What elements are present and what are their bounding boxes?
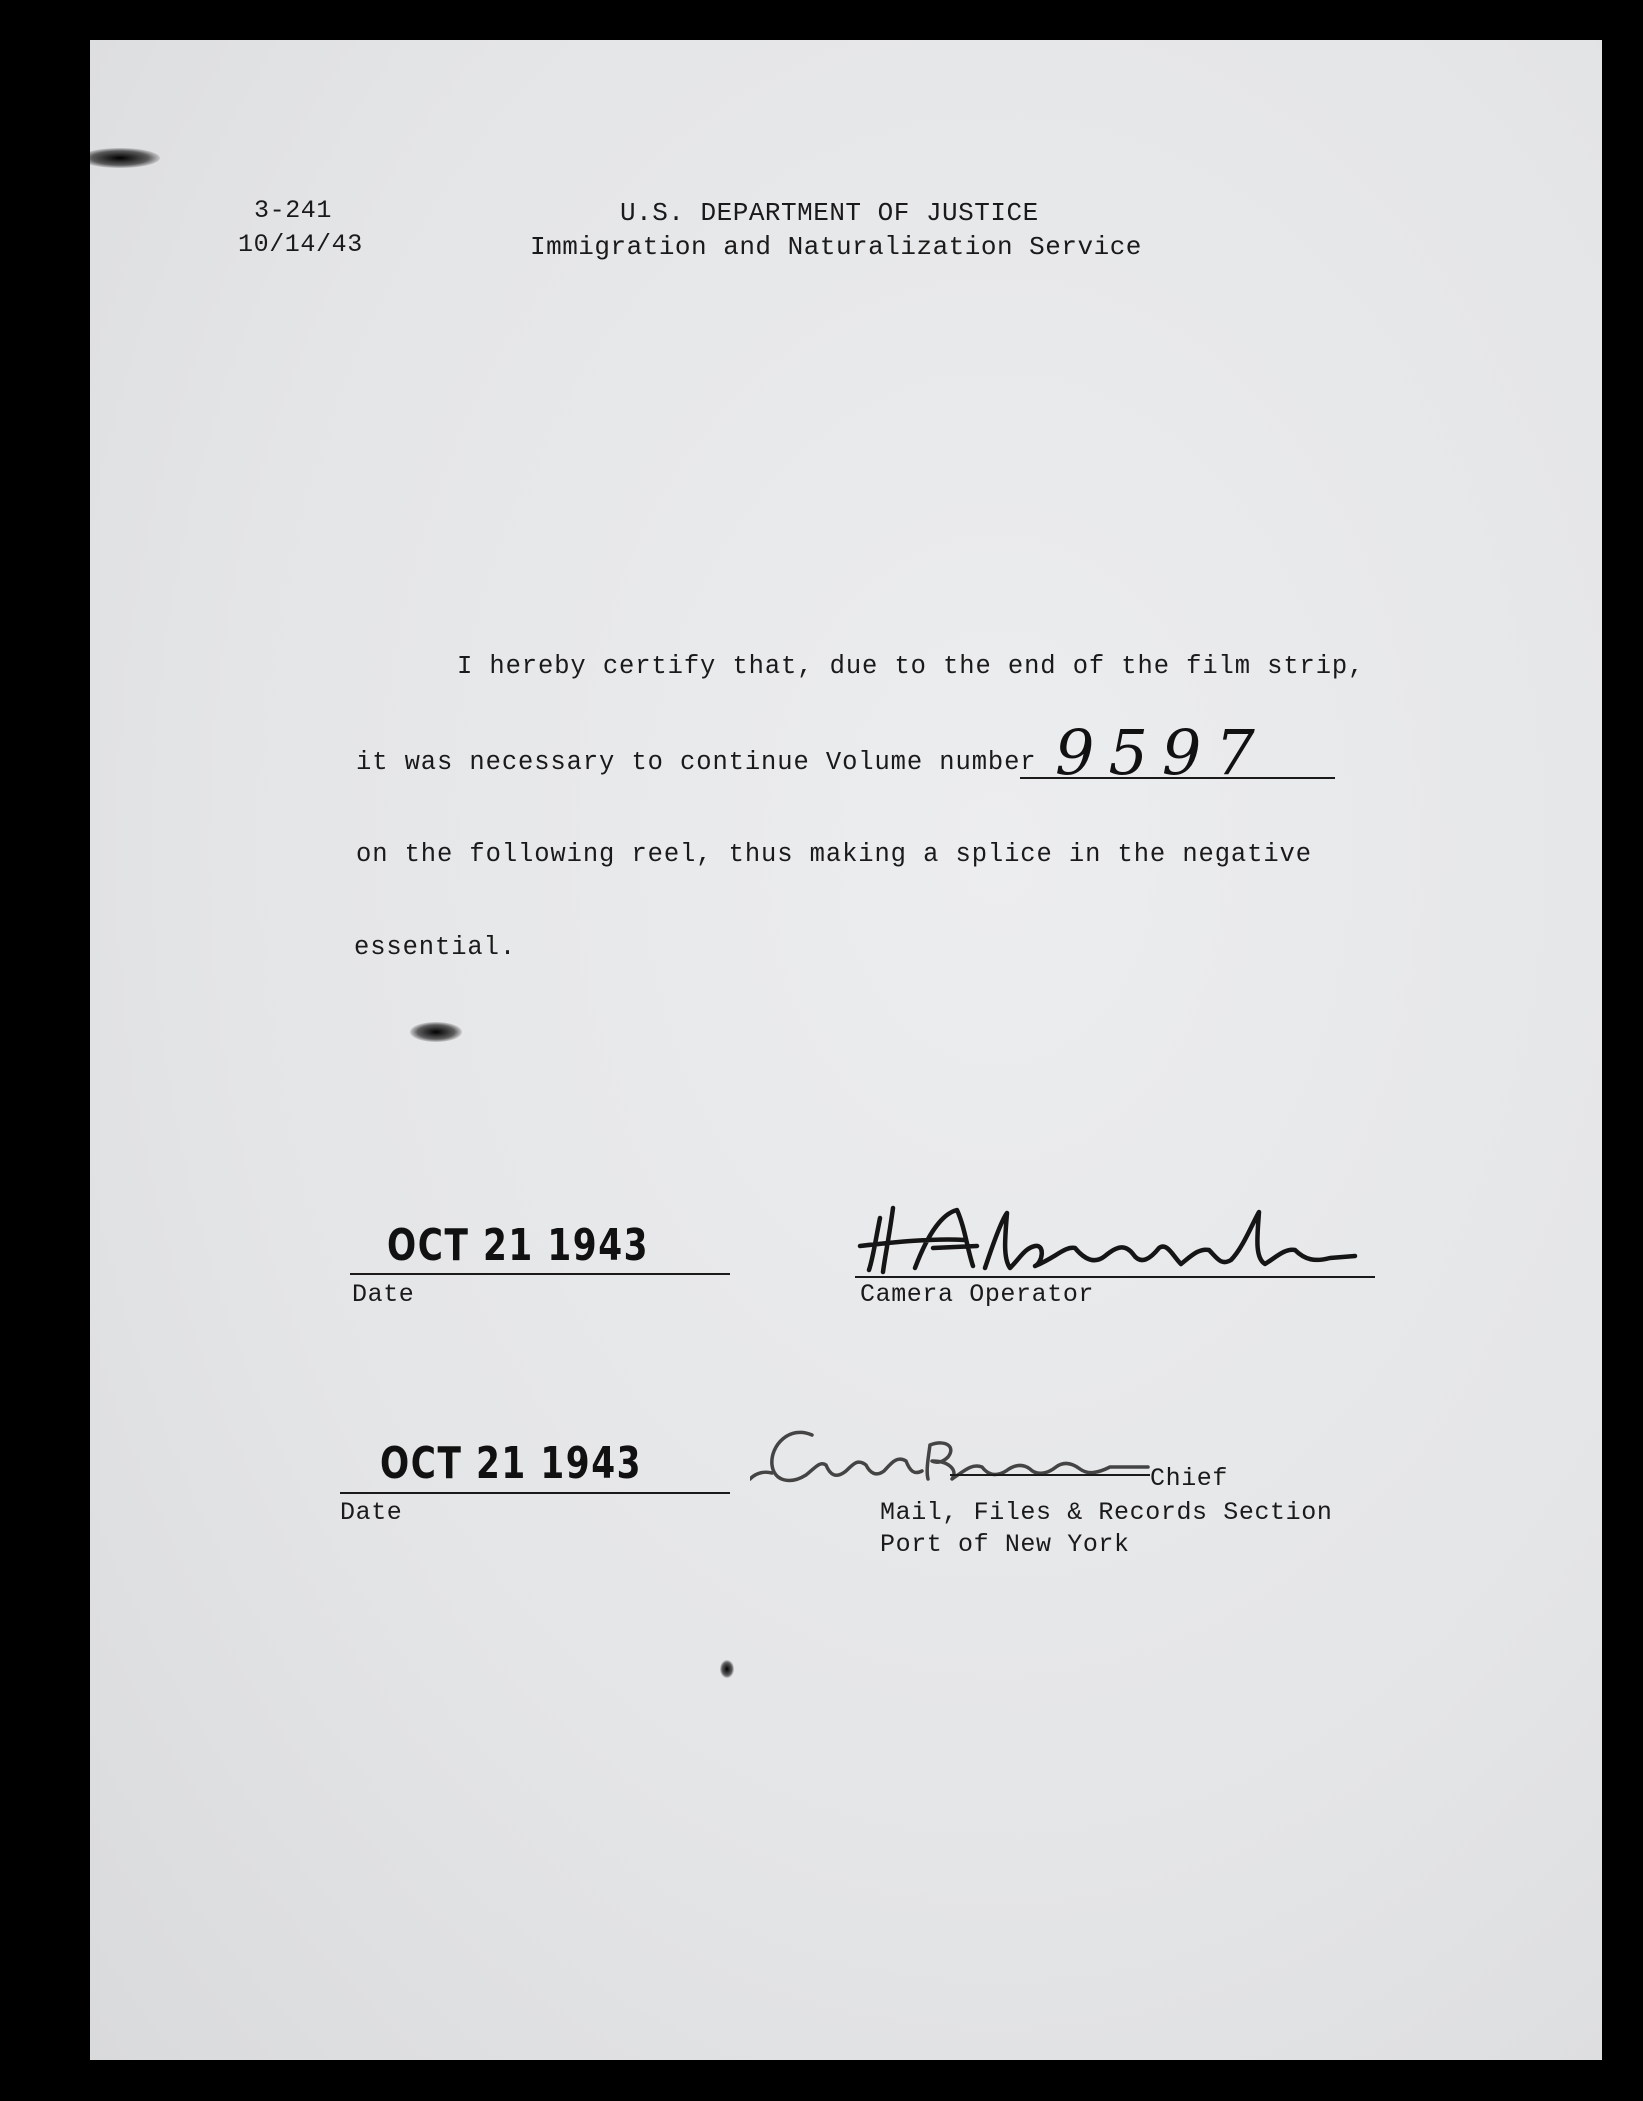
certification-line-1: I hereby certify that, due to the end of the film strip, [457,652,1365,681]
form-number: 3-241 [254,196,333,225]
service-heading: Immigration and Naturalization Service [530,232,1142,262]
form-date: 10/14/43 [238,230,363,259]
ink-smudge [80,148,160,168]
signature-chief [750,1415,1150,1495]
date-stamp-1: OCT 21 1943 [387,1220,650,1271]
certification-line-4: essential. [354,933,517,962]
chief-title: Chief [1150,1464,1229,1493]
certification-line-3: on the following reel, thus making a splice in the negative [356,840,1312,869]
signature-camera-operator [855,1198,1375,1280]
volume-number: 9597 [1055,716,1269,789]
date-line-1 [350,1273,730,1275]
document-sheet [90,40,1602,2060]
certification-line-2: it was necessary to continue Volume number [356,748,1037,777]
port-title: Port of New York [880,1530,1130,1559]
date-line-2 [340,1492,730,1494]
department-heading: U.S. DEPARTMENT OF JUSTICE [620,198,1039,228]
ink-smudge [410,1022,462,1042]
date-label-2: Date [340,1498,403,1527]
date-stamp-2: OCT 21 1943 [380,1438,643,1489]
ink-smudge [720,1660,734,1678]
camera-operator-title: Camera Operator [860,1280,1095,1309]
section-title: Mail, Files & Records Section [880,1498,1333,1527]
date-label-1: Date [352,1280,415,1309]
